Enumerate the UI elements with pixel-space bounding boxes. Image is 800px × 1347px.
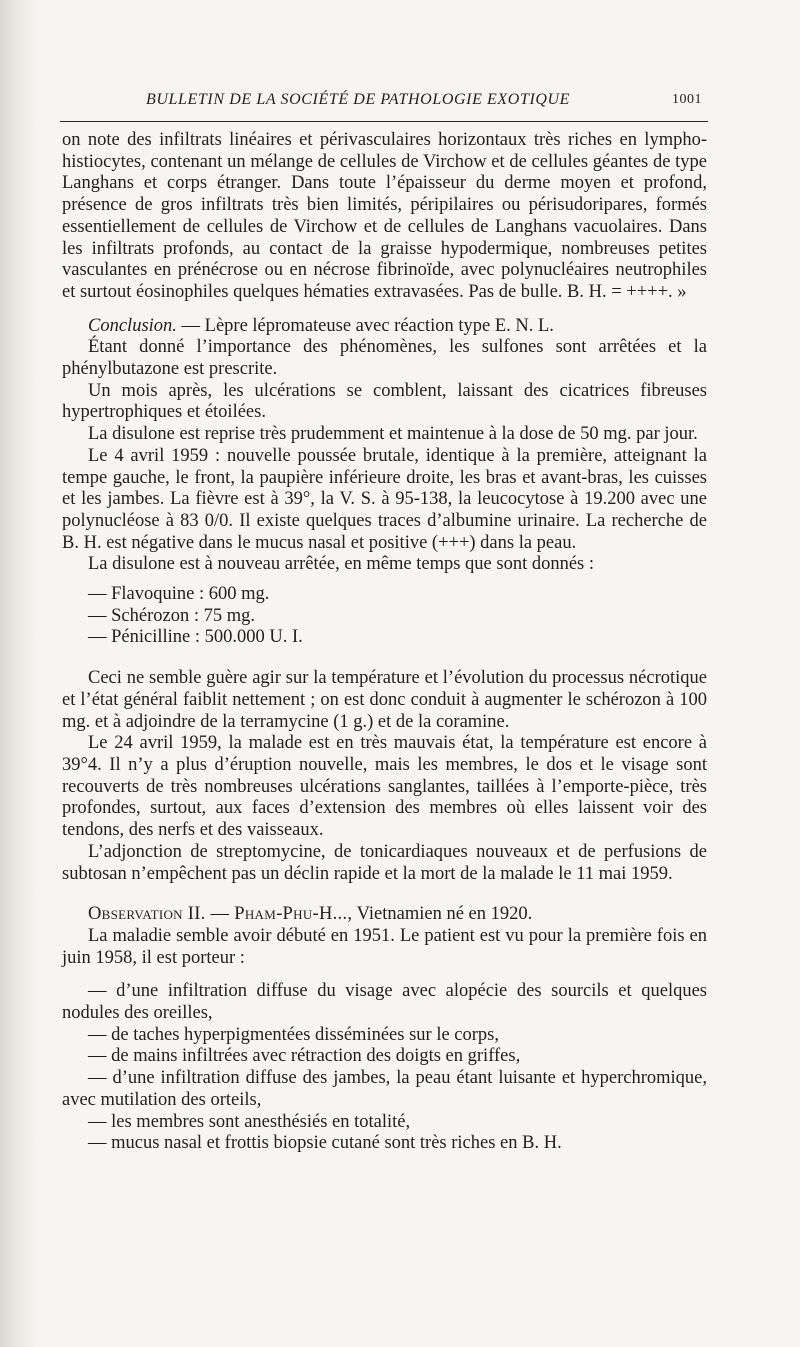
observation-label: Observation II. <box>88 904 206 925</box>
list-item: — de taches hyperpigmentées disséminées sur le corps, <box>88 1024 499 1045</box>
paragraph: Ceci ne semble guère agir sur la température et l’évolution du processus nécrotique et l’état général faiblit nettement ; on est donc conduit à augmenter le schérozon à 100 mg. et à adjoindre de la terramycine (1 g.) et de la coramine. <box>62 668 707 732</box>
list-item: — Flavoquine : 600 mg. <box>88 584 270 605</box>
paragraph: La disulone est à nouveau arrêtée, en même temps que sont donnés : <box>88 554 595 575</box>
list-item: — les membres sont anesthésiés en totalité, <box>88 1111 411 1132</box>
list-item: — Pénicilline : 500.000 U. I. <box>88 627 303 648</box>
conclusion-label: Conclusion. <box>88 315 177 336</box>
conclusion-paragraph <box>62 316 707 338</box>
list-item: — d’une infiltration diffuse des jambes, la peau étant luisante et hyperchromique, avec mutilation des orteils, <box>62 1068 707 1110</box>
paragraph: La disulone est reprise très prudemment et maintenue à la dose de 50 mg. par jour. <box>88 424 698 445</box>
page-number: 1001 <box>672 92 702 107</box>
running-header <box>118 91 708 113</box>
paragraph: on note des infiltrats linéaires et périvasculaires horizontaux très riches en lympho-histiocytes, contenant un mélange de cellules de Virchow et de cellules géantes de type Langhans et corps étranger. Dans toute l’épaisseur du derme moyen et profond, présence de gros infiltrats très bien limités, péripilaires ou périsudoripares, formés essentiellement de cellules de Virchow et de cellules de Langhans vacuolaires. Dans les infiltrats profonds, au contact de la graisse hypodermique, nombreuses petites vasculantes en prénécrose ou en nécrose fibrinoïde, avec polynucléaires neutrophiles et surtout éosinophiles quelques hématies extravasées. Pas de bulle. B. H. = ++++. » <box>62 130 707 302</box>
journal-title: BULLETIN DE LA SOCIÉTÉ DE PATHOLOGIE EXOTIQUE <box>146 91 571 108</box>
list-item: — mucus nasal et frottis biopsie cutané sont très riches en B. H. <box>88 1133 562 1154</box>
paragraph: Un mois après, les ulcérations se comblent, laissant des cicatrices fibreuses hypertrophiques et étoilées. <box>62 380 707 423</box>
paragraph: La maladie semble avoir débuté en 1951. Le patient est vu pour la première fois en juin 1958, il est porteur : <box>62 925 707 968</box>
header-rule <box>60 121 708 122</box>
list-item: — d’une infiltration diffuse du visage avec alopécie des sourcils et quelques nodules des oreilles, <box>62 981 707 1024</box>
paragraph: Le 4 avril 1959 : nouvelle poussée brutale, identique à la première, atteignant la tempe gauche, le front, la paupière inférieure droite, les bras et avant-bras, les cuisses et les jambes. La fièvre est à 39°, la V. S. à 95-138, la leucocytose à 19.200 avec une polynucléose à 83 0/0. Il existe quelques traces d’albumine urinaire. La recherche de B. H. est négative dans le mucus nasal et positive (+++) dans la peau. <box>62 445 707 553</box>
list-item: — Schérozon : 75 mg. <box>88 605 255 626</box>
body-text <box>62 130 707 1155</box>
observation-heading <box>62 904 707 926</box>
paragraph: Le 24 avril 1959, la malade est en très mauvais état, la température est encore à 39°4. Il n’y a plus d’éruption nouvelle, mais les membres, le dos et le visage sont recouverts de très nombreuses ulcérations sanglantes, taillées à l’emporte-pièce, très profondes, surtout, aux faces d’extension des membres où elles laissent voir des tendons, des nerfs et des vaisseaux. <box>62 733 707 841</box>
list-item: — de mains infiltrées avec rétraction des doigts en griffes, <box>88 1046 521 1067</box>
observation-text: Vietnamien né en 1920. <box>352 904 533 925</box>
patient-name: — Pham-Phu-H..., <box>205 904 353 925</box>
paragraph: Étant donné l’importance des phénomènes, les sulfones sont arrêtées et la phénylbutazone est prescrite. <box>62 337 707 380</box>
page-binding-shadow <box>0 0 38 1347</box>
paragraph: L’adjonction de streptomycine, de tonicardiaques nouveaux et de perfusions de subtosan n’empêchent pas un déclin rapide et la mort de la malade le 11 mai 1959. <box>62 841 707 884</box>
conclusion-text: — Lèpre lépromateuse avec réaction type E. N. L. <box>176 315 554 336</box>
